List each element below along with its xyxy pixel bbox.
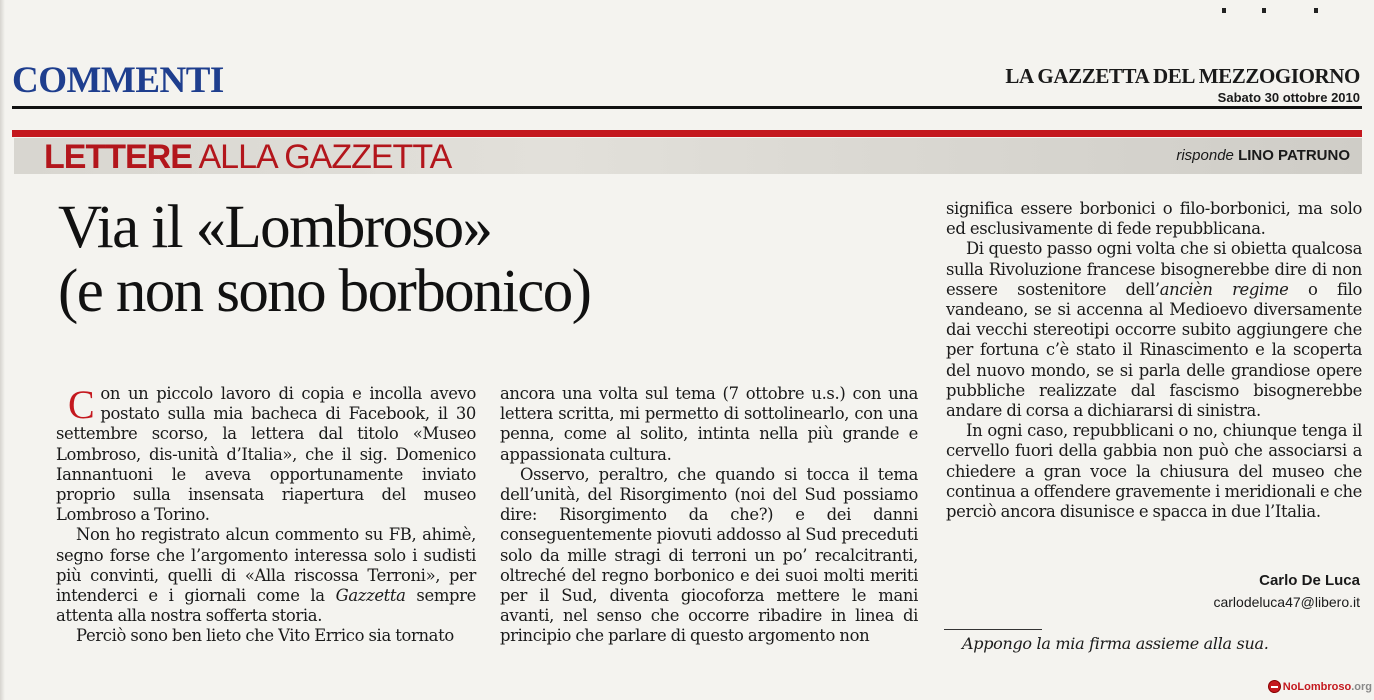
rubric-light: ALLA GAZZETTA (191, 138, 452, 176)
article-column-1 (56, 384, 476, 647)
header-rule (12, 106, 1362, 109)
scan-speck (1222, 8, 1226, 13)
stop-icon (1268, 680, 1281, 693)
article-column-3 (946, 199, 1362, 522)
paragraph-text: Di questo passo ogni volta che si obietta qualcosa sulla Rivoluzione francese bisognerebbe dire di non essere sostenitore dell’ (946, 239, 1362, 299)
paragraph-text: Non ho registrato alcun commento su FB, ahimè, segno forse che l’argomento interessa solo i sudisti più convinti, quelli di «Alla riscossa Terroni», per intenderci e i giornali come la (56, 525, 476, 606)
paragraph (56, 525, 476, 626)
paragraph: Perciò sono ben lieto che Vito Errico sia tornato (76, 626, 454, 646)
paragraph-text: on un piccolo lavoro di copia e incolla avevo postato sulla mia bacheca di Facebook, il 30 settembre scorso, la lettera dal titolo «Museo Lombroso, dis-unità d’Italia», che il sig. Domenico Iannantuoni le aveva opportunamente inviato proprio sulla insensata riapertura del museo Lombroso a Torino. (56, 384, 476, 525)
scan-speck (1314, 8, 1318, 13)
article-column-2 (500, 384, 918, 647)
newspaper-masthead: LA GAZZETTA DEL MEZZOGIORNO (1005, 64, 1360, 88)
editor-reply-note: Appongo la mia firma assieme alla sua. (962, 634, 1269, 653)
headline (58, 196, 590, 324)
page-edge-shadow (0, 0, 5, 700)
newspaper-name-italic: Gazzetta (335, 586, 406, 606)
signature-name: Carlo De Luca (1259, 572, 1360, 589)
paragraph (56, 384, 476, 525)
responder-name: LINO PATRUNO (1238, 147, 1350, 164)
paragraph: ancora una volta sul tema (7 ottobre u.s.) con una lettera scritta, mi permetto di sottolinearlo, con una penna, come al solito, intinta nella più grande e appassionata cultura. (500, 384, 918, 464)
paragraph: In ogni caso, repubblicani o no, chiunque tenga il cervello fuori della gabbia non può che associarsi a chiedere a gran voce la chiusura del museo che continua a offendere gravemente i meridionali e che perciò ancora disunisce e spacca in due l’Italia. (946, 421, 1362, 522)
paragraph (946, 239, 1362, 421)
watermark-tld: .org (1351, 680, 1372, 693)
headline-line-1: Via il «Lombroso» (58, 194, 492, 261)
reply-divider (944, 629, 1042, 630)
drop-cap: C (68, 382, 95, 427)
scan-speck (1262, 8, 1266, 13)
issue-date: Sabato 30 ottobre 2010 (1217, 90, 1360, 105)
rubric-rule (12, 130, 1362, 137)
rubric-title (44, 139, 451, 175)
watermark-brand: NoLombroso (1282, 680, 1352, 693)
headline-line-2: (e non sono borbonico) (58, 258, 591, 325)
signature-email: carlodeluca47@libero.it (1213, 594, 1360, 610)
watermark (1268, 680, 1372, 693)
paragraph-text: sempre attenta alla nostra sofferta storia. (56, 586, 476, 626)
responder-label: risponde (1176, 147, 1234, 164)
paragraph-text: o filo vandeano, se si accenna al Medioevo diversamente dai vecchi stereotipi occorre subito aggiungere che per fortuna c’è stato il Rinascimento e la scoperta del nuovo mondo, se si parla delle grandiose opere pubbliche realizzate dal fascismo bisognerebbe andare di corsa a dichiararsi di sinistra. (946, 279, 1363, 421)
rubric-bold: LETTERE (44, 138, 192, 176)
paragraph: Osservo, peraltro, che quando si tocca il tema dell’unità, del Risorgimento (noi del Sud possiamo dire: Risorgimento da che?) e dei danni conseguentemente piovuti addosso al Sud preceduti solo da mille stragi di terroni un po’ recalcitranti, oltreché del regno borbonico e dei suoi molti meriti per il Sud, diventa giocoforza mettere le mani avanti, nel senso che occorre ribadire in linea di principio che parlare di questo argomento non (500, 464, 918, 646)
responder (1176, 147, 1350, 164)
italic-term: ancièn regime (1159, 279, 1289, 299)
paragraph: significa essere borbonici o filo-borbonici, ma solo ed esclusivamente di fede repubblicana. (946, 199, 1362, 239)
section-label: COMMENTI (12, 60, 224, 101)
